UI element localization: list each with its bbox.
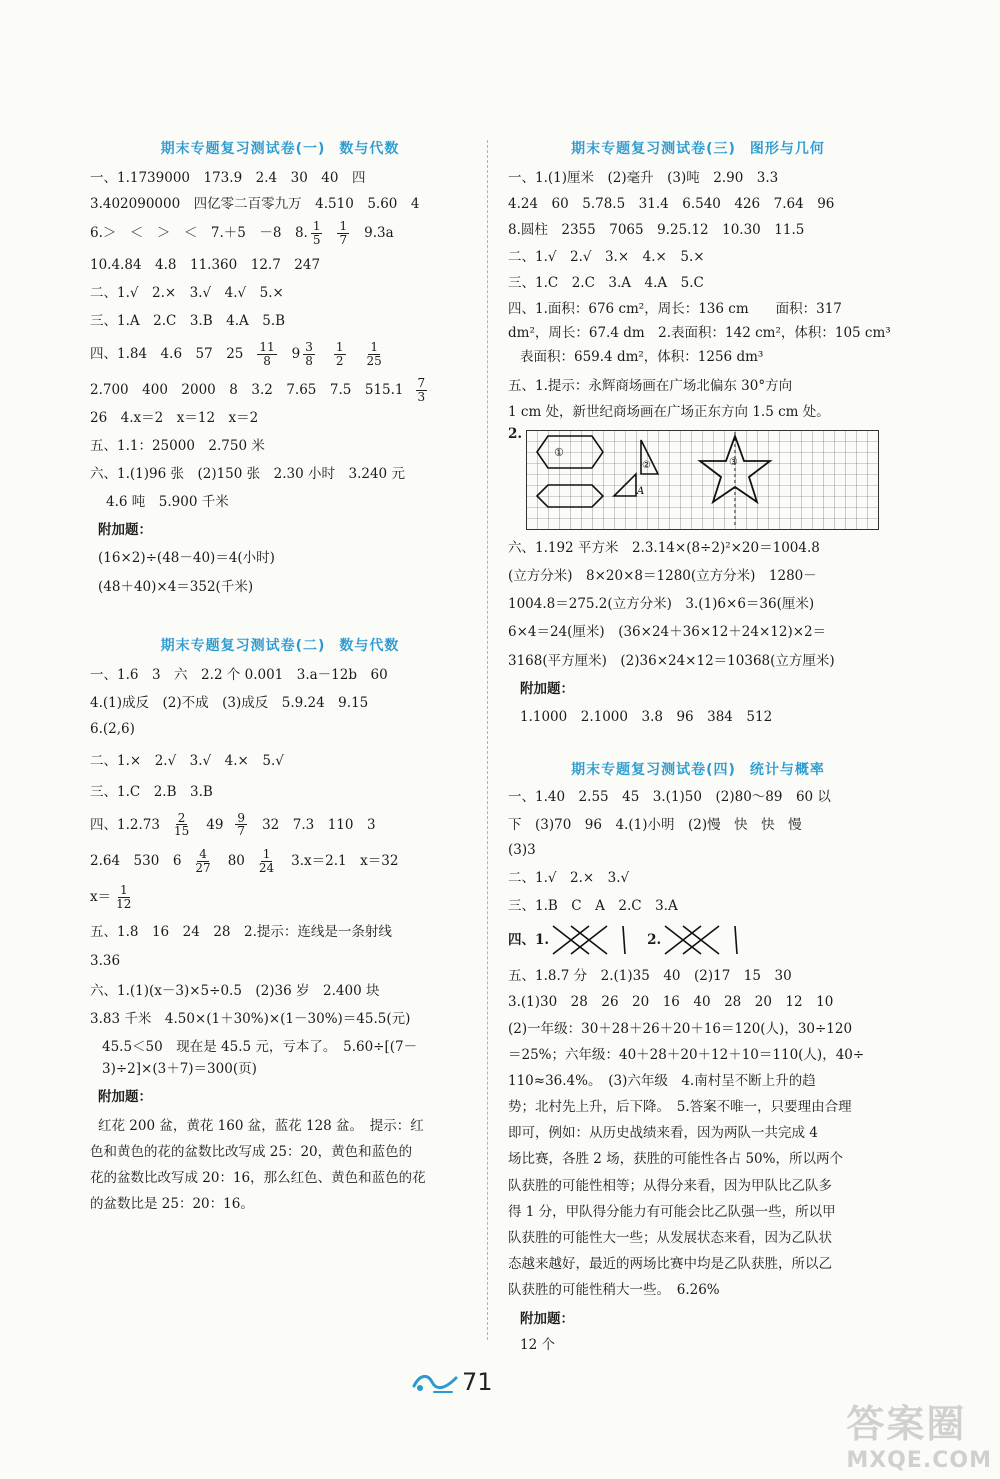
answer-line: 3.402090000 四亿零二百零九万 4.510 5.60 4	[90, 196, 420, 213]
match-line	[735, 926, 737, 954]
watermark-main: 答案圈	[846, 1402, 967, 1446]
denominator: 8	[263, 353, 271, 368]
answer-line: 110≈36.4%。 (3)六年级 4.南村呈不断上升的趋	[508, 1072, 816, 1089]
answer-line: 3168(平方厘米) (2)36×24×12＝10368(立方厘米)	[508, 652, 835, 669]
denominator: 3	[417, 389, 426, 404]
answer-line: 花的盆数比改写成 20：16，那么红色、黄色和蓝色的花	[90, 1170, 426, 1186]
whole-number: 9	[291, 346, 301, 363]
answer-line: 3.(1)30 28 26 20 16 40 28 20 12 10	[508, 994, 834, 1011]
answer-line: 二、1.√ 2.√ 3.× 4.× 5.×	[508, 248, 705, 265]
section-title-4-name: 期末专题复习测试卷(四)	[571, 762, 736, 779]
answer-line: 的盆数比是 25：20：16。	[90, 1196, 254, 1213]
section-title-4	[508, 759, 888, 779]
answer-line: 五、1.8.7 分 2.(1)35 40 (2)17 15 30	[508, 968, 792, 985]
answer-line: 4.(1)成反 (2)不成 (3)成反 5.9.24 9.15	[90, 695, 369, 711]
section-title-2-topic: 数与代数	[339, 637, 400, 654]
answer-line: 下 (3)70 96 4.(1)小明 (2)慢 快 快 慢	[508, 817, 802, 834]
bonus-heading: 附加题：	[98, 1089, 152, 1106]
answer-line: 一、1.1739000 173.9 2.4 30 40 四	[90, 170, 366, 186]
answer-line: 色和黄色的花的盆数比改写成 25：20，黄色和蓝色的	[90, 1143, 413, 1160]
numerator: 2	[177, 810, 186, 825]
answer-text: 9.3a	[364, 225, 394, 242]
answer-line: 1 cm 处，新世纪商场画在广场正东方向 1.5 cm 处。	[508, 403, 830, 420]
bonus-heading: 附加题：	[98, 522, 152, 539]
answer-line: 26 4.x＝2 x＝12 x＝2	[90, 409, 259, 426]
answer-line: 二、1.√ 2.× 3.√	[508, 869, 630, 886]
answer-line: 10.4.84 4.8 11.360 12.7 247	[90, 256, 321, 273]
answer-line: 五、1.8 16 24 28 2.提示：连线是一条射线	[90, 924, 392, 941]
right-column	[508, 128, 891, 1353]
answer-line: 6.(2,6)	[90, 721, 135, 738]
answer-line: (3)3	[508, 841, 536, 858]
section-title-3-name: 期末专题复习测试卷(三)	[571, 141, 736, 157]
answer-line: 4.6 吨 5.900 千米	[106, 494, 229, 511]
shape-label-2: ②	[642, 459, 652, 471]
answer-line: 六、1.(1)(x－3)×5÷0.5 (2)36 岁 2.400 块	[90, 982, 380, 999]
answer-line: ＝25%；六年级：40＋28＋20＋12＋10＝110(人)，40÷	[508, 1046, 865, 1063]
answer-line: 队获胜的可能性稍大一些。 6.26%	[508, 1282, 720, 1299]
fraction	[337, 220, 349, 246]
denominator: 5	[312, 232, 321, 247]
match-line	[623, 926, 625, 954]
denominator: 2	[335, 353, 344, 368]
fraction	[114, 884, 133, 910]
matching-lines-figure-2	[661, 920, 739, 960]
answer-text: 3.x＝2.1 x＝32	[291, 852, 399, 869]
fraction	[416, 377, 428, 403]
answer-line: dm²，周长：67.4 dm 2.表面积：142 cm²，体积：105 cm³	[508, 325, 891, 342]
numerator: 7	[417, 376, 426, 391]
page-number: 71	[462, 1368, 493, 1396]
answer-line: 态越来越好，最近的两场比赛中均是乙队获胜，所以乙	[508, 1256, 832, 1273]
fraction	[257, 341, 276, 367]
section-title-1	[90, 138, 470, 158]
answer-line: 得 1 分，甲队得分能力有可能会比乙队强一些，所以甲	[508, 1203, 836, 1220]
section-title-1-name: 期末专题复习测试卷(一)	[160, 141, 326, 157]
answer-text: 2.	[647, 932, 662, 949]
numerator: 1	[335, 340, 344, 355]
numerator: 1	[370, 340, 378, 355]
shape-label-1: ①	[554, 445, 564, 459]
answer-line: 二、1.× 2.√ 3.√ 4.× 5.√	[90, 753, 284, 770]
page-ornament-icon	[412, 1370, 458, 1396]
fraction	[303, 341, 315, 367]
section-title-3-topic: 图形与几何	[749, 141, 825, 157]
answer-line: 8.圆柱 2355 7065 9.25.12 10.30 11.5	[508, 222, 805, 239]
watermark-sub: MXQE.COM	[846, 1448, 992, 1473]
answer-text: 四、1.	[508, 932, 550, 949]
answer-line: 表面积：659.4 dm²，体积：1256 dm³	[520, 349, 764, 366]
answer-line: 1.1000 2.1000 3.8 96 384 512	[520, 709, 773, 725]
point-label-a: A	[637, 485, 645, 497]
numerator: 1	[119, 883, 128, 898]
denominator: 15	[173, 824, 190, 839]
numerator: 3	[305, 340, 313, 355]
answer-line	[90, 884, 470, 910]
column-divider	[487, 140, 488, 1340]
bonus-heading: 附加题：	[520, 1310, 574, 1327]
answer-line	[90, 220, 470, 246]
answer-line: 三、1.C 2.B 3.B	[90, 783, 213, 800]
answer-line: 1004.8＝275.2(立方分米) 3.(1)6×6＝36(厘米)	[508, 596, 815, 613]
answer-line	[90, 341, 470, 367]
answer-text: x＝	[90, 889, 112, 906]
answer-line: 6×4＝24(厘米) (36×24＋36×12＋24×12)×2＝	[508, 624, 827, 641]
denominator: 27	[195, 860, 211, 875]
answer-line: 一、1.6 3 六 2.2 个 0.001 3.a－12b 60	[90, 666, 388, 683]
fraction	[365, 341, 384, 367]
figure-label: 2.	[508, 425, 523, 442]
answer-text: 四、1.84 4.6 57 25	[90, 346, 244, 363]
answer-line: 3.36	[90, 952, 121, 969]
left-column	[90, 128, 470, 1212]
bonus-heading: 附加题：	[520, 680, 574, 697]
fraction	[311, 220, 323, 246]
answer-line: 红花 200 盆，黄花 160 盆，蓝花 128 盆。 提示：红	[98, 1117, 424, 1134]
answer-line: 三、1.B C A 2.C 3.A	[508, 897, 678, 914]
section-title-2	[90, 635, 470, 655]
numerator: 11	[259, 340, 275, 355]
section-title-4-topic: 统计与概率	[749, 762, 825, 779]
answer-line: 3.83 千米 4.50×(1＋30%)×(1－30%)＝45.5(元)	[90, 1010, 411, 1027]
answer-line: (2)一年级：30＋28＋26＋20＋16＝120(人)，30÷120	[508, 1020, 853, 1037]
numerator: 9	[237, 810, 246, 825]
grid-background	[527, 430, 879, 529]
matching-lines-figure-1	[549, 920, 627, 960]
denominator: 8	[305, 353, 313, 368]
answer-text: 6.＞ ＜ ＞ ＜ 7.＋5 －8 8.	[90, 225, 308, 242]
fraction	[334, 341, 346, 367]
answer-line: 六、1.(1)96 张 (2)150 张 2.30 小时 3.240 元	[90, 465, 405, 482]
answer-line: 势；北村先上升，后下降。 5.答案不唯一，只要理由合理	[508, 1099, 852, 1116]
answer-text: 80	[227, 852, 245, 869]
answer-line: (48＋40)×4＝352(千米)	[98, 578, 254, 595]
answer-line	[90, 812, 470, 838]
answer-line	[90, 377, 470, 403]
shape-label-3: ③	[729, 456, 739, 468]
answer-line: 队获胜的可能性大一些；从发展状态来看，因为乙队状	[508, 1230, 832, 1246]
answer-line	[90, 848, 470, 874]
denominator: 7	[339, 232, 348, 247]
numerator: 1	[312, 219, 321, 234]
answer-line: 4.24 60 5.78.5 31.4 6.540 426 7.64 96	[508, 196, 835, 213]
answer-line: 三、1.C 2.C 3.A 4.A 5.C	[508, 274, 704, 291]
numerator: 4	[199, 846, 207, 861]
answer-line: (立方分米) 8×20×8＝1280(立方分米) 1280－	[508, 568, 817, 585]
answer-line: 三、1.A 2.C 3.B 4.A 5.B	[90, 312, 286, 329]
answer-line: 场比赛，各胜 2 场，获胜的可能性各占 50%，所以两个	[508, 1151, 843, 1168]
answer-line: 六、1.192 平方米 2.3.14×(8÷2)²×20＝1004.8	[508, 539, 820, 556]
denominator: 25	[366, 353, 382, 368]
answer-text: 32 7.3 110 3	[262, 816, 376, 833]
answer-text: 49	[206, 816, 224, 833]
section-title-2-name: 期末专题复习测试卷(二)	[160, 637, 326, 654]
watermark	[846, 1393, 992, 1473]
answer-line: 45.5＜50 现在是 45.5 元，亏本了。 5.60÷[(7－	[102, 1039, 418, 1056]
answer-line: 12 个	[520, 1336, 555, 1353]
answer-line	[508, 920, 888, 960]
denominator: 7	[237, 824, 246, 839]
fraction	[172, 812, 191, 838]
answer-text: 2.64 530 6	[90, 852, 182, 869]
grid-figure	[526, 430, 882, 532]
answer-line: 五、1.1：25000 2.750 米	[90, 437, 265, 454]
fraction	[193, 848, 212, 874]
answer-line: 一、1.40 2.55 45 3.(1)50 (2)80～89 60 以	[508, 789, 831, 806]
answer-line: 四、1.面积：676 cm²，周长：136 cm 面积：317	[508, 300, 842, 317]
answer-line: 3)÷2]×(3＋7)＝300(页)	[102, 1061, 257, 1078]
figure-row	[508, 426, 888, 532]
answer-line: 二、1.√ 2.× 3.√ 4.√ 5.×	[90, 284, 284, 301]
answer-line: 即可，例如：从历史战绩来看，因为两队一共完成 4	[508, 1125, 818, 1142]
answer-text: 四、1.2.73	[90, 816, 160, 833]
fraction	[235, 812, 247, 838]
numerator: 1	[262, 846, 271, 861]
denominator: 24	[258, 860, 275, 875]
answer-line: 五、1.提示：永辉商场画在广场北偏东 30°方向	[508, 377, 793, 394]
numerator: 1	[339, 219, 348, 234]
fraction	[257, 848, 276, 874]
answer-line: 队获胜的可能性相等；从得分来看，因为甲队比乙队多	[508, 1177, 832, 1194]
answer-line: 一、1.(1)厘米 (2)毫升 (3)吨 2.90 3.3	[508, 170, 779, 186]
section-title-3	[508, 138, 888, 158]
answer-text: 2.700 400 2000 8 3.2 7.65 7.5 515.1	[90, 382, 404, 399]
section-title-1-topic: 数与代数	[339, 141, 400, 157]
answer-line: (16×2)÷(48－40)＝4(小时)	[98, 550, 275, 567]
denominator: 12	[116, 896, 132, 911]
